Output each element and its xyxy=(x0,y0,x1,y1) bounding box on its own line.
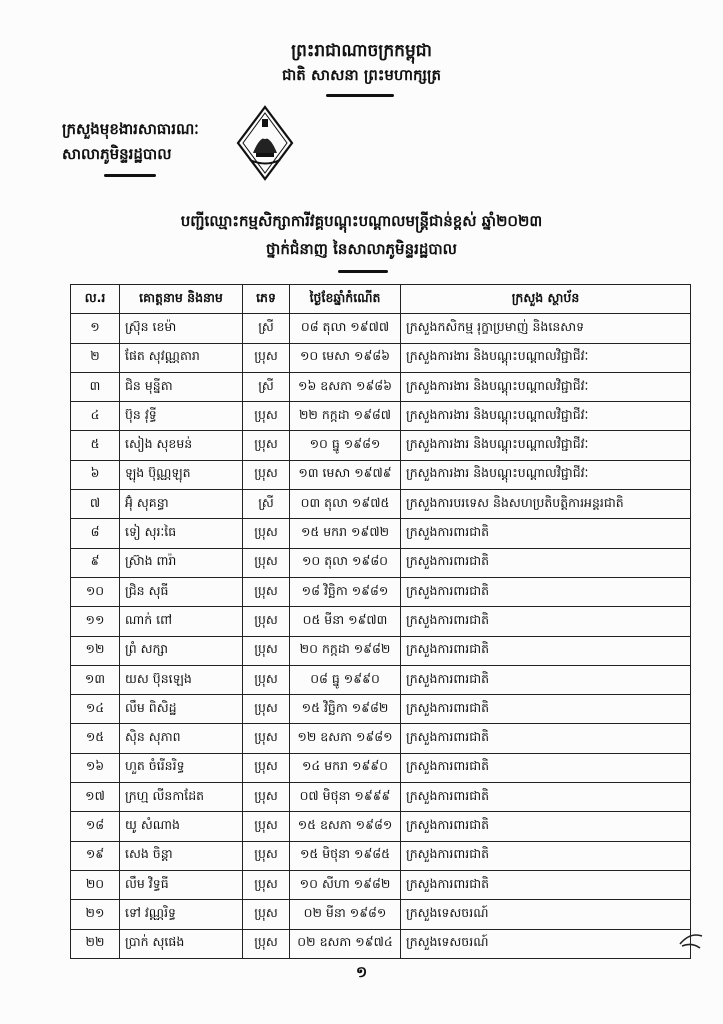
cell-name: ណាក់ ពៅ xyxy=(120,607,243,636)
cell-name: អ៊ុំ សុគន្ធា xyxy=(120,490,243,519)
cell-dob: ១០ តុលា ១៩៨០ xyxy=(290,548,401,577)
cell-sex: ប្រុស xyxy=(243,548,290,577)
cell-no: ៦ xyxy=(71,460,120,489)
table-row xyxy=(71,577,691,606)
cell-institution: ក្រសួងការពារជាតិ xyxy=(401,753,691,782)
cell-institution: ក្រសួងការងារ និងបណ្តុះបណ្តាលវិជ្ជាជីវៈ xyxy=(401,402,691,431)
cell-institution: ក្រសួងទេសចរណ៍ xyxy=(401,900,691,929)
cell-no: ២២ xyxy=(71,929,120,958)
table-row xyxy=(71,900,691,929)
cell-no: ១៦ xyxy=(71,753,120,782)
cell-name: ស្រ៊ាង ពារ៉ា xyxy=(120,548,243,577)
table-row xyxy=(71,490,691,519)
document-title: បញ្ជីឈ្មោះកម្មសិក្សាការីវគ្គបណ្តុះបណ្តាលមន្ត្រីជាន់ខ្ពស់ ឆ្នាំ២០២៣ xyxy=(180,212,543,230)
cell-dob: ១៥ វិច្ឆិកា ១៩៨២ xyxy=(290,695,401,724)
school-name: សាលាភូមិន្ទរដ្ឋបាល xyxy=(62,145,172,163)
cell-name: សេង ចិន្តា xyxy=(120,841,243,870)
cell-sex: ប្រុស xyxy=(243,402,290,431)
cell-no: ១៥ xyxy=(71,724,120,753)
cell-institution: ក្រសួងការពារជាតិ xyxy=(401,724,691,753)
cell-institution: ក្រសួងទេសចរណ៍ xyxy=(401,929,691,958)
cell-institution: ក្រសួងការពារជាតិ xyxy=(401,636,691,665)
cell-name: ជ្រិន សុធី xyxy=(120,577,243,606)
table-header-row xyxy=(71,285,691,314)
cell-dob: ២០ កក្កដា ១៩៨២ xyxy=(290,636,401,665)
kingdom-heading: ព្រះរាជាណាចក្រកម្ពុជា xyxy=(291,41,432,61)
cell-name: សៀង សុខមន់ xyxy=(120,431,243,460)
cell-no: ២០ xyxy=(71,870,120,899)
cell-sex: ប្រុស xyxy=(243,724,290,753)
cell-institution: ក្រសួងការពារជាតិ xyxy=(401,812,691,841)
cell-dob: ១០ ធ្នូ ១៩៨១ xyxy=(290,431,401,460)
table-row xyxy=(71,783,691,812)
cell-dob: ០២ ឧសភា ១៩៧៤ xyxy=(290,929,401,958)
cell-no: ៥ xyxy=(71,431,120,460)
cell-sex: ស្រី xyxy=(243,372,290,401)
cell-institution: ក្រសួងការបរទេស និងសហប្រតិបត្តិការអន្តរជាតិ xyxy=(401,490,691,519)
cell-institution: ក្រសួងកសិកម្ម រុក្ខាប្រមាញ់ និងនេសាទ xyxy=(401,314,691,343)
trainee-table xyxy=(70,284,691,959)
cell-institution: ក្រសួងការពារជាតិ xyxy=(401,870,691,899)
cell-dob: ១០ សីហា ១៩៨២ xyxy=(290,870,401,899)
cell-no: ១៣ xyxy=(71,665,120,694)
table-row xyxy=(71,812,691,841)
document-subtitle: ថ្នាក់ជំនាញ នៃសាលាភូមិន្ទរដ្ឋបាល xyxy=(266,240,457,258)
cell-no: ៣ xyxy=(71,372,120,401)
cell-dob: ១៦ ឧសភា ១៩៨៦ xyxy=(290,372,401,401)
table-row xyxy=(71,870,691,899)
cell-name: ឡុង ប៊ុណ្ណឡុត xyxy=(120,460,243,489)
cell-dob: ០៨ តុលា ១៩៧៧ xyxy=(290,314,401,343)
cell-sex: ប្រុស xyxy=(243,870,290,899)
cell-sex: ស្រី xyxy=(243,314,290,343)
table-row xyxy=(71,431,691,460)
cell-no: ១ xyxy=(71,314,120,343)
school-emblem-icon xyxy=(236,105,294,181)
cell-dob: ១៥ មករា ១៩៧២ xyxy=(290,519,401,548)
cell-no: ៩ xyxy=(71,548,120,577)
cell-institution: ក្រសួងការងារ និងបណ្តុះបណ្តាលវិជ្ជាជីវៈ xyxy=(401,343,691,372)
cell-sex: ប្រុស xyxy=(243,460,290,489)
cell-dob: ០៨ ធ្នូ ១៩៩០ xyxy=(290,665,401,694)
header-divider xyxy=(326,94,394,97)
cell-sex: ប្រុស xyxy=(243,636,290,665)
cell-dob: ០៥ មីនា ១៩៧៣ xyxy=(290,607,401,636)
cell-sex: ប្រុស xyxy=(243,812,290,841)
national-motto: ជាតិ សាសនា ព្រះមហាក្សត្រ xyxy=(282,66,441,84)
col-header-dob: ថ្ងៃខែឆ្នាំកំណើត xyxy=(290,285,401,314)
table-row xyxy=(71,519,691,548)
cell-institution: ក្រសួងការពារជាតិ xyxy=(401,695,691,724)
cell-no: ១៧ xyxy=(71,783,120,812)
cell-sex: ប្រុស xyxy=(243,929,290,958)
col-header-no: ល.រ xyxy=(71,285,120,314)
cell-dob: ០៣ តុលា ១៩៧៥ xyxy=(290,490,401,519)
cell-name: លឹម ពិសិដ្ឋ xyxy=(120,695,243,724)
table-row xyxy=(71,460,691,489)
cell-name: ព្រំ សក្សា xyxy=(120,636,243,665)
cell-no: ១៩ xyxy=(71,841,120,870)
cell-institution: ក្រសួងការពារជាតិ xyxy=(401,607,691,636)
cell-institution: ក្រសួងការពារជាតិ xyxy=(401,783,691,812)
cell-dob: ១០ មេសា ១៩៨៦ xyxy=(290,343,401,372)
cell-institution: ក្រសួងការងារ និងបណ្តុះបណ្តាលវិជ្ជាជីវៈ xyxy=(401,431,691,460)
cell-no: ៨ xyxy=(71,519,120,548)
cell-no: ៧ xyxy=(71,490,120,519)
page-number: ១ xyxy=(355,963,368,981)
cell-no: ៤ xyxy=(71,402,120,431)
cell-sex: ប្រុស xyxy=(243,607,290,636)
table-row xyxy=(71,665,691,694)
cell-no: ១០ xyxy=(71,577,120,606)
table-row xyxy=(71,753,691,782)
cell-name: យស ប៊ុនឡេង xyxy=(120,665,243,694)
cell-sex: ប្រុស xyxy=(243,519,290,548)
cell-name: ស៊ិន សុភាព xyxy=(120,724,243,753)
table-row xyxy=(71,548,691,577)
cell-dob: ១៥ មិថុនា ១៩៨៥ xyxy=(290,841,401,870)
cell-name: ស្រ៊ុន ខេម៉ា xyxy=(120,314,243,343)
cell-dob: ០៧ មិថុនា ១៩៩៩ xyxy=(290,783,401,812)
cell-institution: ក្រសួងការពារជាតិ xyxy=(401,519,691,548)
cell-institution: ក្រសួងការពារជាតិ xyxy=(401,577,691,606)
cell-institution: ក្រសួងការពារជាតិ xyxy=(401,665,691,694)
cell-no: ១១ xyxy=(71,607,120,636)
cell-sex: ប្រុស xyxy=(243,841,290,870)
cell-name: ទៅ វណ្ណរិទ្ធ xyxy=(120,900,243,929)
ministry-name: ក្រសួងមុខងារសាធារណៈ xyxy=(62,120,199,138)
cell-sex: ប្រុស xyxy=(243,783,290,812)
cell-institution: ក្រសួងការពារជាតិ xyxy=(401,841,691,870)
cell-institution: ក្រសួងការពារជាតិ xyxy=(401,548,691,577)
cell-dob: ២២ កក្កដា ១៩៨៧ xyxy=(290,402,401,431)
table-row xyxy=(71,841,691,870)
cell-name: ផែត សុវណ្ណតារា xyxy=(120,343,243,372)
cell-sex: ប្រុស xyxy=(243,665,290,694)
cell-name: ក្រហ្ម លីនកាដែត xyxy=(120,783,243,812)
title-divider xyxy=(338,270,388,273)
ministry-divider xyxy=(104,174,156,177)
cell-dob: ១៨ វិច្ឆិកា ១៩៨១ xyxy=(290,577,401,606)
table-row xyxy=(71,636,691,665)
table-row xyxy=(71,372,691,401)
col-header-sex: ភេទ xyxy=(243,285,290,314)
table-row xyxy=(71,402,691,431)
cell-no: ១២ xyxy=(71,636,120,665)
cell-name: យូ សំណាង xyxy=(120,812,243,841)
cell-no: ២ xyxy=(71,343,120,372)
col-header-name: គោត្តនាម និងនាម xyxy=(120,285,243,314)
cell-no: ១៨ xyxy=(71,812,120,841)
cell-name: ប្រាក់ សុផេង xyxy=(120,929,243,958)
cell-no: ២១ xyxy=(71,900,120,929)
cell-dob: ១២ ឧសភា ១៩៨១ xyxy=(290,724,401,753)
cell-name: ហួត ចំរើនរិទ្ធ xyxy=(120,753,243,782)
table-row xyxy=(71,929,691,958)
cell-name: ជិន មុន្នីតា xyxy=(120,372,243,401)
table-row xyxy=(71,695,691,724)
cell-institution: ក្រសួងការងារ និងបណ្តុះបណ្តាលវិជ្ជាជីវៈ xyxy=(401,460,691,489)
cell-name: ទៀ សុរៈធៃ xyxy=(120,519,243,548)
table-row xyxy=(71,724,691,753)
cell-sex: ប្រុស xyxy=(243,577,290,606)
cell-name: លឹម វិទ្ធធី xyxy=(120,870,243,899)
table-row xyxy=(71,343,691,372)
cell-dob: ១៣ មេសា ១៩៧៩ xyxy=(290,460,401,489)
cell-dob: ១៥ ឧសភា ១៩៨១ xyxy=(290,812,401,841)
cell-sex: ប្រុស xyxy=(243,343,290,372)
cell-name: ប៊ុន វុទ្ធី xyxy=(120,402,243,431)
cell-sex: ប្រុស xyxy=(243,431,290,460)
cell-no: ១៤ xyxy=(71,695,120,724)
cell-sex: ប្រុស xyxy=(243,900,290,929)
cell-sex: ប្រុស xyxy=(243,753,290,782)
signature-mark xyxy=(676,928,706,952)
table-row xyxy=(71,607,691,636)
cell-sex: ប្រុស xyxy=(243,695,290,724)
col-header-institution: ក្រសួង ស្ថាប័ន xyxy=(401,285,691,314)
cell-dob: ១៤ មករា ១៩៩០ xyxy=(290,753,401,782)
cell-dob: ០២ មីនា ១៩៨១ xyxy=(290,900,401,929)
cell-sex: ស្រី xyxy=(243,490,290,519)
table-row xyxy=(71,314,691,343)
cell-institution: ក្រសួងការងារ និងបណ្តុះបណ្តាលវិជ្ជាជីវៈ xyxy=(401,372,691,401)
